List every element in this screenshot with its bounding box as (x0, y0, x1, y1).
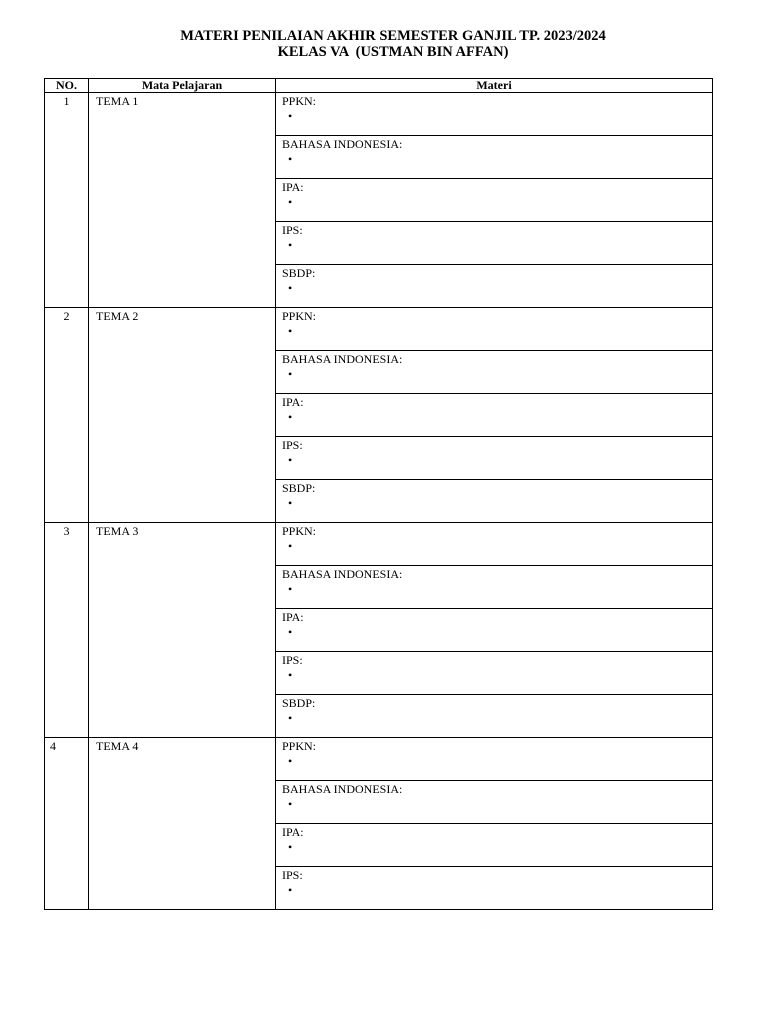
bullet-point: • (288, 840, 293, 854)
materi-cell (276, 652, 713, 695)
materi-cell (276, 566, 713, 609)
bullet-point: • (288, 281, 293, 295)
subject-label: PPKN: (282, 524, 317, 538)
materi-cell (276, 609, 713, 652)
mata-pelajaran-cell: TEMA 4 (89, 738, 276, 910)
row-number: 3 (45, 523, 89, 738)
bullet-point: • (288, 496, 293, 510)
materi-cell (276, 93, 713, 136)
column-header-no: NO. (45, 79, 89, 93)
document-header (0, 28, 768, 60)
bullet-point: • (288, 152, 293, 166)
materi-cell (276, 351, 713, 394)
materi-cell (276, 480, 713, 523)
materi-cell (276, 222, 713, 265)
materi-cell (276, 781, 713, 824)
bullet-point: • (288, 582, 293, 596)
materi-cell (276, 437, 713, 480)
subject-label: PPKN: (282, 309, 317, 323)
materi-cell (276, 738, 713, 781)
materi-cell (276, 265, 713, 308)
bullet-point: • (288, 797, 293, 811)
mata-pelajaran-cell: TEMA 2 (89, 308, 276, 523)
bullet-point: • (288, 109, 293, 123)
bullet-point: • (288, 625, 293, 639)
subject-label: PPKN: (282, 94, 317, 108)
subject-label: BAHASA INDONESIA: (282, 782, 403, 796)
subject-label: SBDP: (282, 266, 316, 280)
subject-label: IPA: (282, 180, 304, 194)
materi-cell (276, 695, 713, 738)
subject-label: SBDP: (282, 696, 316, 710)
table-row (45, 523, 713, 566)
subject-label: BAHASA INDONESIA: (282, 567, 403, 581)
subject-label: IPS: (282, 438, 303, 452)
subject-label: IPS: (282, 223, 303, 237)
column-header-mata-pelajaran: Mata Pelajaran (89, 79, 276, 93)
document-title: MATERI PENILAIAN AKHIR SEMESTER GANJIL TP. 2023/2024 (180, 28, 606, 44)
table-row (45, 738, 713, 781)
materi-cell (276, 394, 713, 437)
subject-label: IPS: (282, 868, 303, 882)
bullet-point: • (288, 453, 293, 467)
materi-cell (276, 136, 713, 179)
subject-label: PPKN: (282, 739, 317, 753)
subject-label: IPS: (282, 653, 303, 667)
subject-label: BAHASA INDONESIA: (282, 137, 403, 151)
table-row (45, 93, 713, 136)
subject-label: SBDP: (282, 481, 316, 495)
materi-table (44, 78, 713, 910)
subject-label: IPA: (282, 395, 304, 409)
table-body (45, 93, 713, 910)
materi-cell (276, 523, 713, 566)
bullet-point: • (288, 195, 293, 209)
subject-label: IPA: (282, 610, 304, 624)
bullet-point: • (288, 238, 293, 252)
bullet-point: • (288, 410, 293, 424)
row-number: 1 (45, 93, 89, 308)
materi-cell (276, 308, 713, 351)
materi-cell (276, 824, 713, 867)
bullet-point: • (288, 711, 293, 725)
document-subtitle: KELAS VA (USTMAN BIN AFFAN) (277, 44, 509, 60)
bullet-point: • (288, 668, 293, 682)
row-number: 2 (45, 308, 89, 523)
materi-cell (276, 179, 713, 222)
subject-label: IPA: (282, 825, 304, 839)
subject-label: BAHASA INDONESIA: (282, 352, 403, 366)
row-number: 4 (45, 738, 89, 910)
table-row (45, 308, 713, 351)
bullet-point: • (288, 539, 293, 553)
bullet-point: • (288, 883, 293, 897)
bullet-point: • (288, 754, 293, 768)
mata-pelajaran-cell: TEMA 3 (89, 523, 276, 738)
mata-pelajaran-cell: TEMA 1 (89, 93, 276, 308)
bullet-point: • (288, 367, 293, 381)
bullet-point: • (288, 324, 293, 338)
table-header-row (45, 79, 713, 93)
column-header-materi: Materi (276, 79, 713, 93)
materi-cell (276, 867, 713, 910)
